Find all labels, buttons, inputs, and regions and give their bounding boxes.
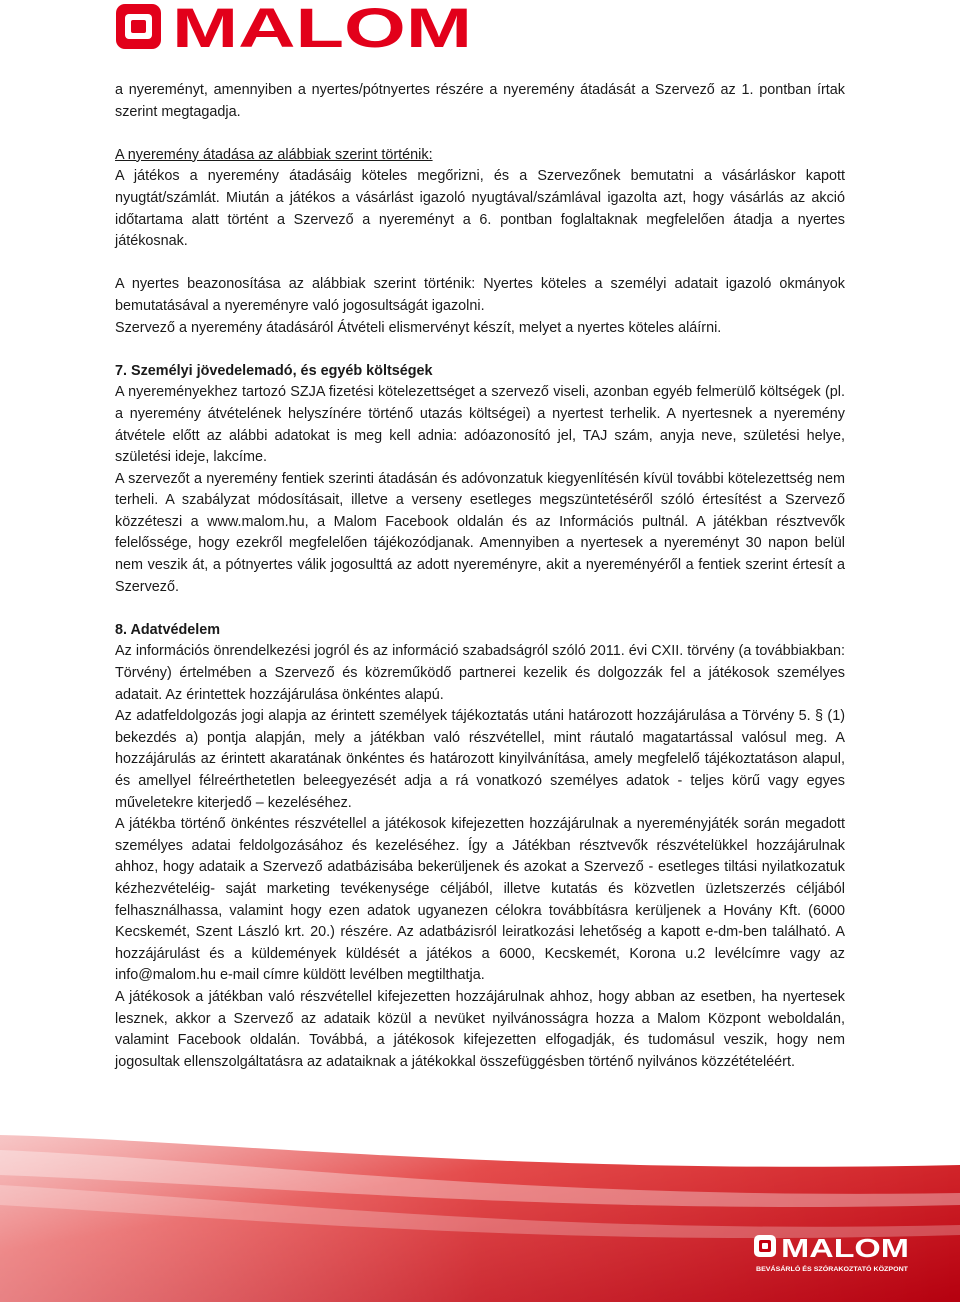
malom-logo-icon bbox=[116, 3, 476, 51]
handover-paragraph: A játékos a nyeremény átadásáig köteles megőrizni, és a Szervezőnek bemutatni a vásárláskor kapott nyugtát/számlát. Miután a játékos a vásárlást igazoló nyugtával/számlával igazolta azt, hogy vásárlás az akció időtartama alatt történt a Szervező a nyereményt a 6. pontban foglaltaknak megfelelően átadja a nyertes játékosnak. bbox=[115, 168, 845, 250]
section-7-paragraph-1: A nyereményekhez tartozó SZJA fizetési kötelezettséget a szervező viseli, azonban egyéb felmerülő költségek (pl. a nyeremény átvételének helyszínére történő utazás költségei) a nyertest terhelik. A nyertesnek a nyeremény átvétele előtt az alábbi adatokat is meg kell adnia: adóazonosító jel, TAJ szám, anyja neve, születési helye, születési ideje, lakcíme. bbox=[115, 384, 845, 466]
section-8-paragraph-4: A játékosok a játékban való részvétellel kifejezetten hozzájárulnak ahhoz, hogy abban az esetben, ha nyertesek lesznek, akkor a Szervező az adataik közül a nevüket nyilvánosságra hozza a Malom Központ weboldalán, valamint Facebook oldalán. Továbbá, a játékosok kifejezetten elfogadják, és tudomásul veszik, hogy nem jogosultak ellenszolgáltatásra az adataiknak a játékokkal összefüggésben történő nyilvános közzétételéért. bbox=[115, 988, 845, 1070]
section-8-paragraph-3: A játékba történő önkéntes részvétellel a játékosok kifejezetten hozzájárulnak a nyereményjáték során megadott személyes adatai feldolgozásához és kezeléséhez. Így a Játékban résztvevők részvételükkel hozzájárulnak ahhoz, hogy adataik a Szervező adatbázisába bekerüljenek és azokat a Szervező - esetleges tiltási nyilatkozatuk kézhezvételéig- saját marketing tevékenysége céljából, illetve kutatás és közvetlen üzletszerzés céljából felhasználhassa, valamint hogy ezen adatok ugyanezen célokra továbbításra kerüljenek a Hovány Kft. (6000 Kecskemét, Szent László krt. 20.) részére. Az adatbázisról leiratkozási lehetőség a kapott e-dm-ben található. A hozzájárulást és a küldemények küldését a játékos a 6000, Kecskemét, Korona u.2 levélcímre vagy az info@malom.hu e-mail címre küldött levélben megtilthatja. bbox=[115, 816, 845, 984]
footer-logo bbox=[754, 1228, 914, 1278]
footer-malom-logo-icon bbox=[754, 1228, 914, 1278]
handover-heading: A nyeremény átadása az alábbiak szerint történik: bbox=[115, 146, 433, 163]
footer-tagline: BEVÁSÁRLÓ ÉS SZÓRAKOZTATÓ KÖZPONT bbox=[756, 1266, 896, 1273]
section-8-paragraph-2: Az adatfeldolgozás jogi alapja az érintett személyek tájékoztatás utáni határozott hozzájárulása a Törvény 5. § (1) bekezdés a) pontja alapján, mely a játékban való részvétellel, mint ráutaló magatartással valósul meg. A hozzájárulás az érintett akaratának önkéntes és határozott kinyilvánítása, amely megfelelő tájékoztatáson alapul, és amellyel félreérthetetlen beleegyezését adja a rá vonatkozó személyes adatok - teljes körű vagy egyes műveletekre kiterjedő – kezeléséhez. bbox=[115, 708, 845, 811]
section-8-paragraph-1: Az információs önrendelkezési jogról és az információ szabadságról szóló 2011. évi CXII. törvény (a továbbiakban: Törvény) értelmében a Szervező és közreműködő partnerei kezelik és dolgozzák fel a játékosok személyes adatait. Az érintettek hozzájárulása önkéntes alapú. bbox=[115, 643, 845, 703]
header-logo bbox=[116, 3, 476, 51]
section-7-heading: 7. Személyi jövedelemadó, és egyéb költségek bbox=[115, 362, 433, 379]
logo-wordmark: MALOM bbox=[172, 3, 472, 51]
section-8-heading: 8. Adatvédelem bbox=[115, 621, 221, 638]
receipt-paragraph: Szervező a nyeremény átadásáról Átvételi elismervényt készít, melyet a nyertes köteles aláírni. bbox=[115, 319, 722, 336]
footer-wordmark: MALOM bbox=[781, 1233, 909, 1263]
identification-paragraph: A nyertes beazonosítása az alábbiak szerint történik: Nyertes köteles a személyi adatait igazoló okmányok bemutatásával a nyereményre való jogosultságát igazolni. bbox=[115, 276, 845, 314]
section-7-paragraph-2: A szervezőt a nyeremény fentiek szerinti átadásán és adóvonzatuk kiegyenlítésén kívül további kötelezettség nem terheli. A szabályzat módosításait, illetve a verseny esetleges megszüntetéséről szóló értesítést a Szervező közzéteszi a www.malom.hu, a Malom Facebook oldalán és az Információs pultnál. A játékban résztvevők felelőssége, hogy ezekről megfelelően tájékozódjanak. Amennyiben a nyertesek a nyereményt 30 napon belül nem veszik át, a pótnyertes válik jogosulttá az adott nyereményre, akit a nyereményéről a fentiek szerint értesít a Szervező. bbox=[115, 470, 845, 595]
intro-paragraph: a nyereményt, amennyiben a nyertes/pótnyertes részére a nyeremény átadását a Szervező az 1. pontban írtak szerint megtagadja. bbox=[115, 82, 845, 120]
document-body bbox=[115, 80, 845, 1073]
